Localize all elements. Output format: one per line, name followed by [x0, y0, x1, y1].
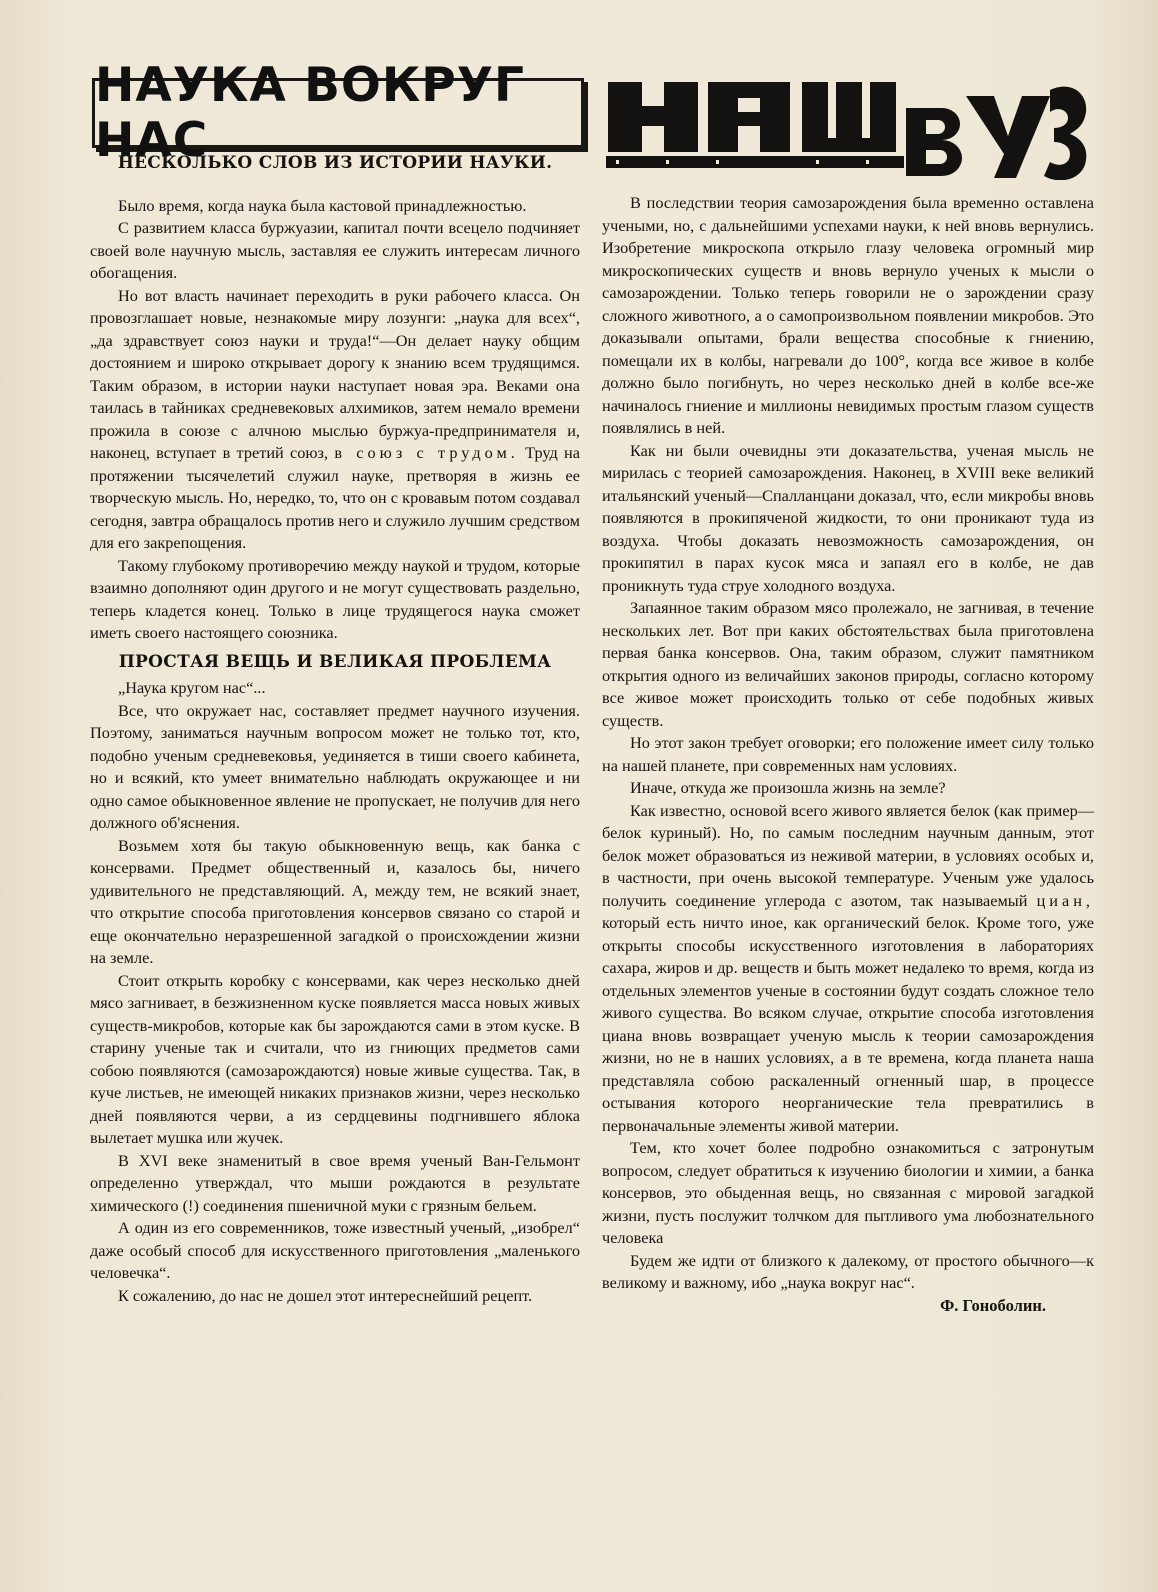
- paragraph: Все, что окружает нас, составляет предмет научного изучения. Поэтому, заниматься научным вопросом может не только тот, кто, подобно ученым средневековья, уединяется в тиши своего кабинета, но и всякий, кто умеет внимательно наблюдать окружающее и ни одно самое обыкновенное явление не пропускает, не получив для него должного об'яснения.: [90, 700, 580, 832]
- section-title: НАУКА ВОКРУГ НАС: [95, 58, 525, 168]
- paragraph: Но вот власть начинает переходить в руки рабочего класса. Он провозглашает новые, незнакомые миру лозунги: „наука для всех“, „да здравствует союз науки и труда!“—Он делает науку общим достоянием и широко открывает дорогу к знанию всем трудящимся. Таким образом, в истории науки наступает новая эра. Веками она таилась в тайниках средневековых алхимиков, затем немало времени прожила в союзе с алчною мыслью буржуа-предпринимателя и, наконец, вступает в третий союз, в союз с трудом. Труд на протяжении тысячелетий служил науке, претворяя в жизнь ее творческую мысль. Но, нередко, то, что он с кровавым потом создавал сегодня, завтра обращалось против него и служило лучшим средством для его закрепощения.: [90, 285, 580, 552]
- paragraph: Запаянное таким образом мясо пролежало, не загнивая, в течение нескольких лет. Вот при каких обстоятельствах была приготовлена первая банка консервов. Она, таким образом, служит памятником открытия одного из величайших законов природы, согласно которому все живое может происходить только от себе подобных живых существ.: [602, 598, 1094, 730]
- right-column: [602, 192, 1094, 1317]
- masthead-logo: [606, 76, 1088, 180]
- author-signature: Ф. Гоноболин.: [940, 1295, 1046, 1315]
- article2-subtitle: ПРОСТАЯ ВЕЩЬ И ВЕЛИКАЯ ПРОБЛЕМА: [118, 651, 552, 672]
- paragraph: Как ни были очевидны эти доказательства, ученая мысль не мирилась с теорией самозарождения. Наконец, в XVIII веке великий итальянский ученый—Спалланцани доказал, что, если микробы вновь появляются в прокипяченой жидкости, то они проникают туда из воздуха. Чтобы доказать невозможность самозарождения, он прокипятил в парах кусок мяса и запаял его в колбе, не дав проникнуть туда струе холодного воздуха.: [602, 440, 1094, 595]
- article1-subtitle: НЕСКОЛЬКО СЛОВ ИЗ ИСТОРИИ НАУКИ.: [117, 153, 553, 173]
- paragraph: Возьмем хотя бы такую обыкновенную вещь, как банка с консервами. Предмет общественный и, казалось бы, ничего удивительного не представляющий. А, между тем, не всякий знает, что открытие способа приготовления консервов связано со старой и еще окончательно неразрешенной загадкой о происхождении жизни на земле.: [90, 835, 580, 967]
- paragraph: Такому глубокому противоречию между наукой и трудом, которые взаимно дополняют один другого и не могут существовать раздельно, теперь кладется конец. Только в лице трудящегося наука сможет иметь своего настоящего союзника.: [90, 555, 580, 642]
- paragraph: Иначе, откуда же произошла жизнь на земле?: [630, 778, 946, 797]
- paragraph: Было время, когда наука была кастовой принадлежностью.: [118, 195, 527, 215]
- paragraph: Тем, кто хочет более подробно ознакомиться с затронутым вопросом, следует обратиться к изучению биологии и химии, а банка консервов, это обыденная вещь, но связанная с мировой загадкой жизни, пусть послужит толчком для пытливого ума любознательного человека: [602, 1138, 1094, 1247]
- left-column: [90, 152, 580, 1307]
- paragraph: Стоит открыть коробку с консервами, как через несколько дней мясо загнивает, в безжизненном куске появляется масса новых живых существ-микробов, которые как бы зарождаются сами в этом куске. В старину ученые так и считали, что из гниющих предметов сами собою появляются (самозарождаются) новые живые существа. Так, в куче листьев, не имеющей никаких признаков жизни, через несколько дней появляются черви, а из сердцевины подгнившего яблока вылетает мушка или жучек.: [90, 970, 580, 1147]
- emphasis-text: в союз с трудом.: [334, 443, 519, 462]
- emphasis-text: циан,: [1036, 890, 1094, 910]
- paragraph: Но этот закон требует оговорки; его положение имеет силу только на нашей планете, при современных нам условиях.: [602, 733, 1094, 775]
- paragraph: С развитием класса буржуазии, капитал почти всецело подчиняет своей воле научную мысль, заставляя ее служить интересам личного обогащения.: [90, 218, 580, 282]
- paragraph: А один из его современников, тоже известный ученый, „изобрел“ даже особый способ для искусственного приготовления „маленького человечка“.: [90, 1218, 580, 1282]
- paragraph: В последствии теория самозарождения была временно оставлена учеными, но, с дальнейшими успехами науки, к ней вновь вернулись. Изобретение микроскопа открыло глазу человека огромный мир микроскопических существ и вновь вернуло ученых к мысли о самозарождении. Только теперь говорили не о зарождении сразу сложного животного, а о самопроизвольном появлении микробов. Это доказывали опытами, брали вещества способные к гниению, помещали их в колбы, нагревали до 100°, когда все живое в колбе должно было погибнуть, но через несколько дней в колбе все-же начиналось гниение и миллионы невидимых простым глазом существ появлялись в ней.: [602, 193, 1094, 437]
- paragraph: „Наука кругом нас“...: [118, 678, 266, 697]
- paragraph: К сожалению, до нас не дошел этот интереснейший рецепт.: [118, 1285, 533, 1305]
- paragraph: В XVI веке знаменитый в свое время ученый Ван-Гельмонт определенно утверждал, что мыши рождаются в результате химического (!) соединения пшеничной муки с грязным бельем.: [90, 1150, 580, 1215]
- paragraph: Как известно, основой всего живого является белок (как пример—белок куриный). Но, по самым последним научным данным, этот белок может образоваться из неживой материи, в условиях особых и, в частности, при очень высокой температуре. Ученым уже удалось получить соединение углерода с азотом, так называемый циан, который есть ничто иное, как органический белок. Кроме того, уже открыты способы искусственного изготовления в лабораториях сахара, жиров и др. веществ и быть может недалеко то время, когда из отдельных элементов ученые в состоянии будут создать сложное тело живого существа. Во всяком случае, открытие способа изготовления циана вновь возвращает ученую мысль к теории самозарождения жизни, но не в наших условиях, а в те времена, когда планета наша представляла собою раскаленный огненный шар, в процессе остывания которого неорганические тела превратились в первоначальные элементы живой материи.: [602, 800, 1094, 1135]
- paragraph: Будем же идти от близкого к далекому, от простого обычного—к великому и важному, ибо „наука вокруг нас“.: [602, 1250, 1094, 1292]
